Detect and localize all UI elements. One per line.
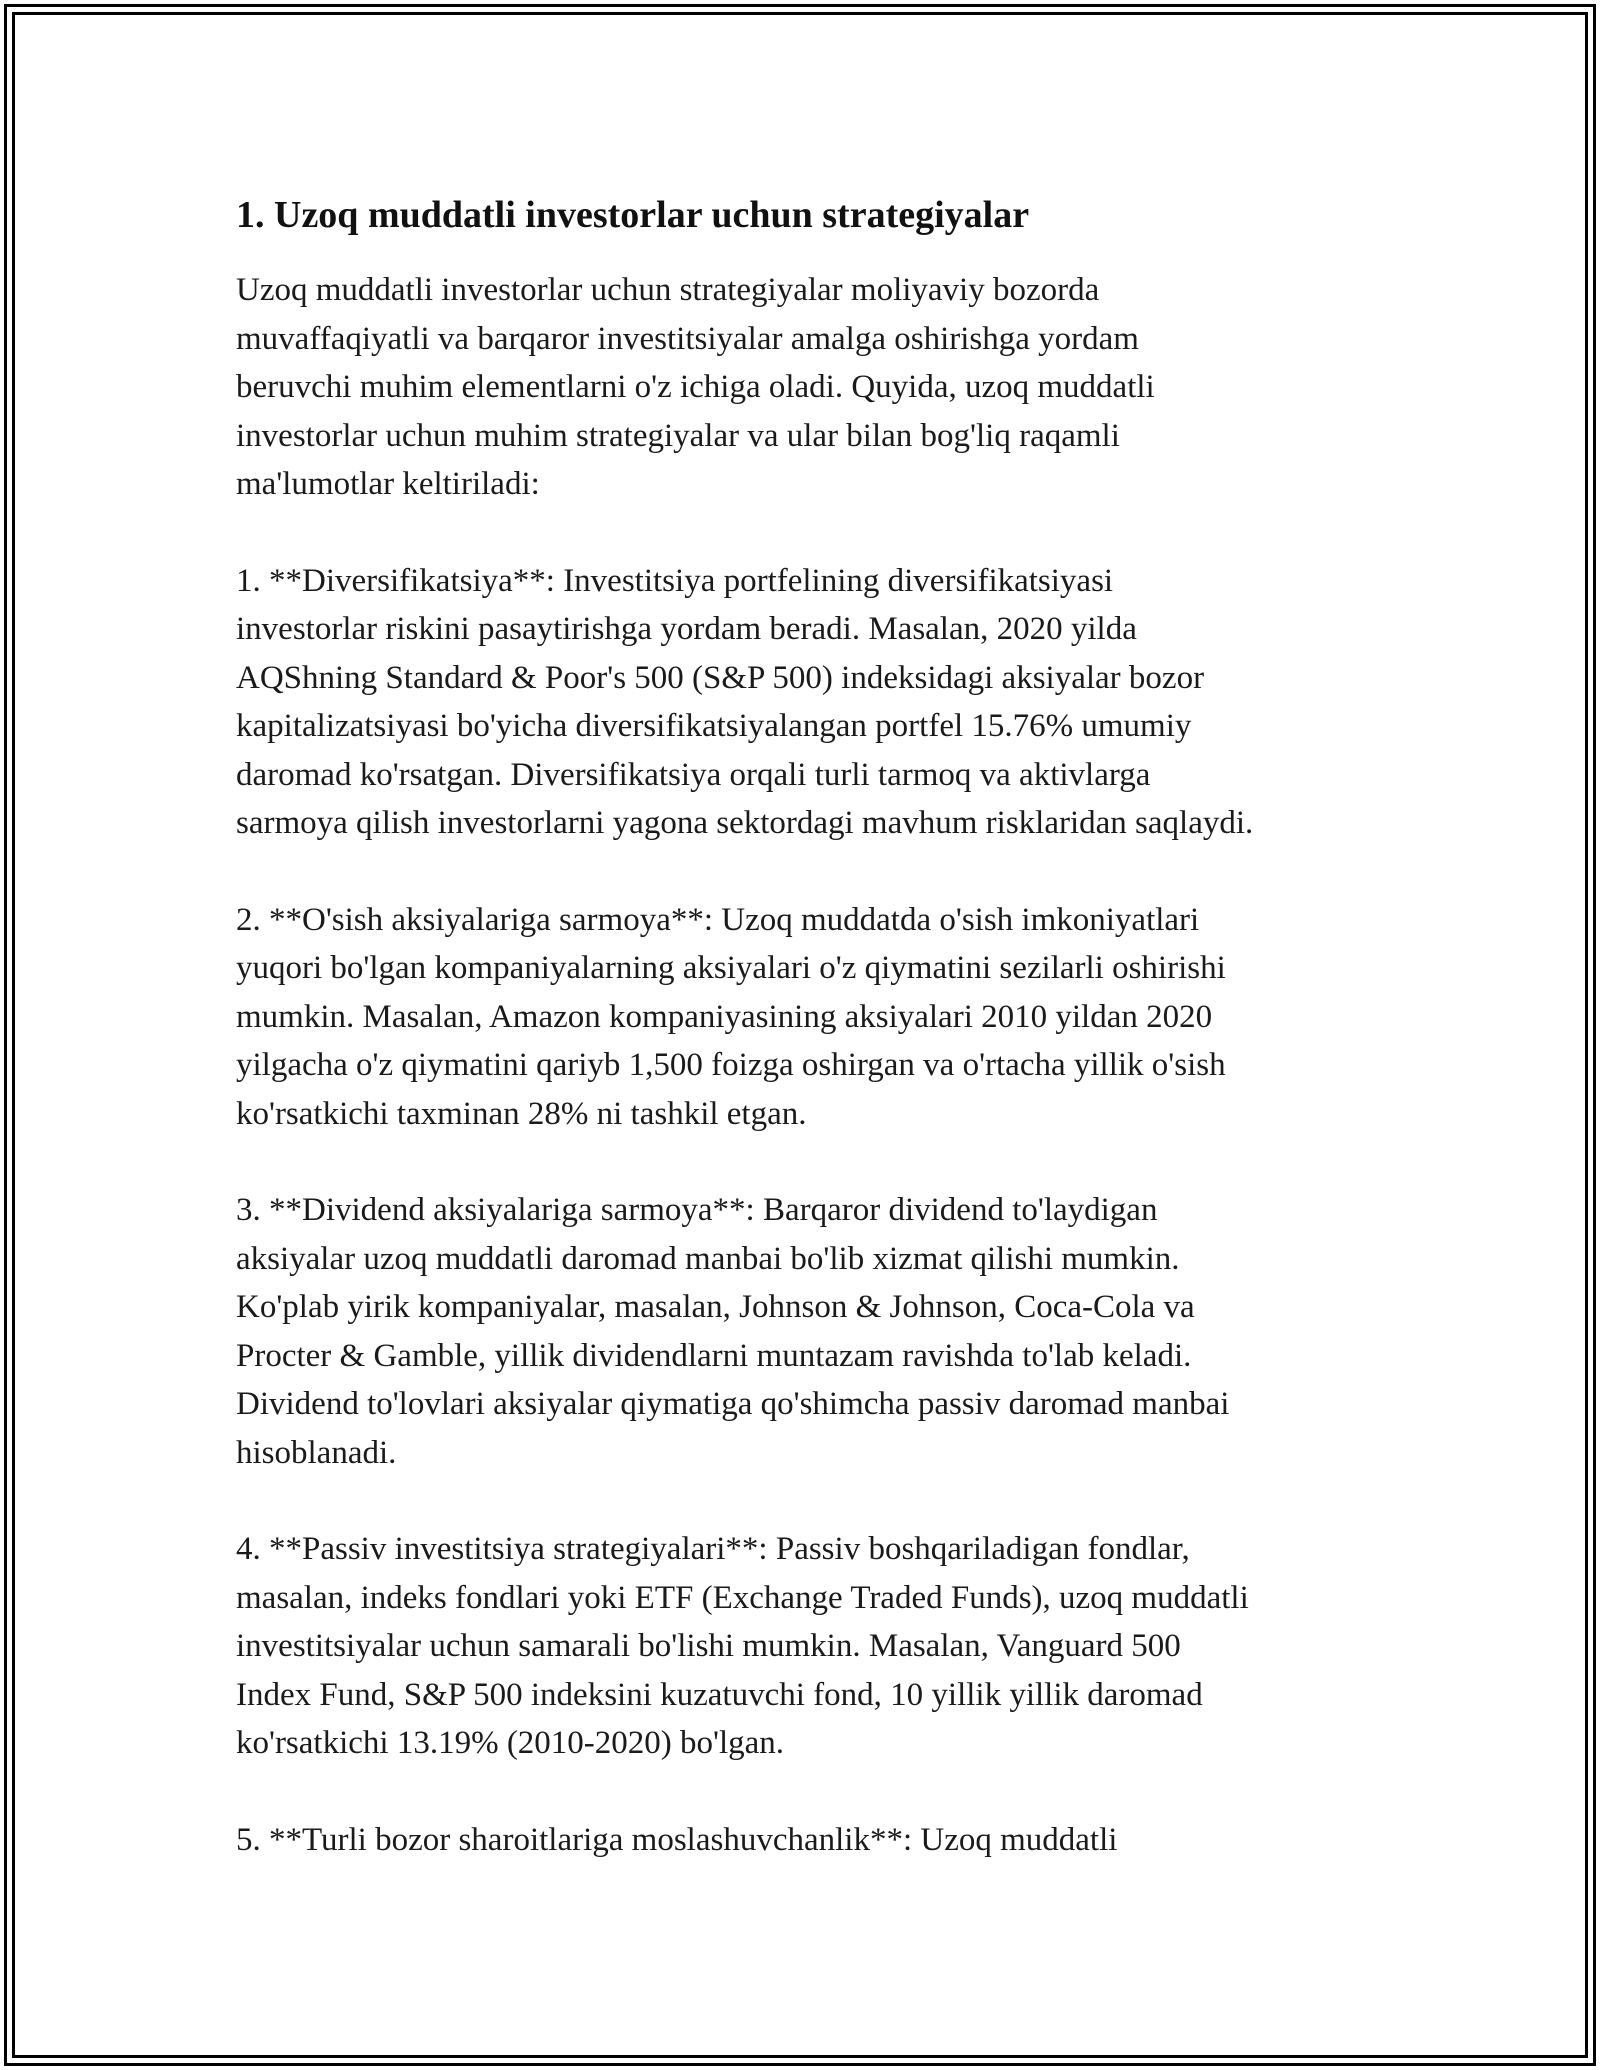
section-heading: 1. Uzoq muddatli investorlar uchun strategiyalar (236, 194, 1030, 236)
intro-paragraph (236, 266, 1396, 509)
document-body (236, 186, 1396, 1864)
text-line: Uzoq muddatli investorlar uchun strategiyalar moliyaviy bozorda (236, 272, 1100, 308)
text-line: aksiyalar uzoq muddatli daromad manbai bo'lib xizmat qilishi mumkin. (236, 1240, 1180, 1277)
text-line: kapitalizatsiyasi bo'yicha diversifikatsiyalangan portfel 15.76% umumiy (236, 708, 1192, 744)
text-line: mumkin. Masalan, Amazon kompaniyasining aksiyalari 2010 yildan 2020 (236, 998, 1213, 1035)
list-item-diversification (236, 557, 1396, 848)
text-line: 1. **Diversifikatsiya**: Investitsiya portfelining diversifikatsiyasi (236, 562, 1114, 599)
text-line: masalan, indeks fondlari yoki ETF (Exchange Traded Funds), uzoq muddatli (236, 1579, 1249, 1616)
text-line: ko'rsatkichi taxminan 28% ni tashkil etgan. (236, 1095, 807, 1132)
text-line: 4. **Passiv investitsiya strategiyalari**: Passiv boshqariladigan fondlar, (236, 1531, 1190, 1567)
text-line: AQShning Standard & Poor's 500 (S&P 500) indeksidagi aksiyalar bozor (236, 659, 1205, 696)
text-line: sarmoya qilish investorlarni yagona sektordagi mavhum risklaridan saqlaydi. (236, 805, 1254, 841)
text-line: muvaffaqiyatli va barqaror investitsiyalar amalga oshirishga yordam (236, 320, 1139, 357)
text-line: beruvchi muhim elementlarni o'z ichiga oladi. Quyida, uzoq muddatli (236, 369, 1155, 405)
text-line: ma'lumotlar keltiriladi: (236, 466, 540, 502)
text-line: investorlar riskini pasaytirishga yordam beradi. Masalan, 2020 yilda (236, 611, 1137, 647)
text-line: ko'rsatkichi 13.19% (2010-2020) bo'lgan. (236, 1725, 785, 1761)
list-item-dividend-stocks (236, 1186, 1396, 1477)
text-line: yuqori bo'lgan kompaniyalarning aksiyalari o'z qiymatini sezilarli oshirishi (236, 950, 1226, 986)
text-line: Index Fund, S&P 500 indeksini kuzatuvchi fond, 10 yillik yillik daromad (236, 1676, 1203, 1713)
text-line: 2. **O'sish aksiyalariga sarmoya**: Uzoq muddatda o'sish imkoniyatlari (236, 901, 1200, 938)
list-item-adaptability (236, 1816, 1396, 1865)
text-line: investorlar uchun muhim strategiyalar va ular bilan bog'liq raqamli (236, 417, 1120, 454)
text-line: hisoblanadi. (236, 1434, 397, 1471)
list-item-growth-stocks (236, 896, 1396, 1139)
text-line: Ko'plab yirik kompaniyalar, masalan, Johnson & Johnson, Coca-Cola va (236, 1289, 1195, 1325)
text-line: 3. **Dividend aksiyalariga sarmoya**: Barqaror dividend to'laydigan (236, 1192, 1158, 1228)
text-line: Procter & Gamble, yillik dividendlarni muntazam ravishda to'lab keladi. (236, 1337, 1192, 1374)
text-line: 5. **Turli bozor sharoitlariga moslashuvchanlik**: Uzoq muddatli (236, 1821, 1118, 1858)
text-line: yilgacha o'z qiymatini qariyb 1,500 foizga oshirgan va o'rtacha yillik o'sish (236, 1047, 1226, 1083)
list-item-passive-strategies (236, 1525, 1396, 1768)
text-line: daromad ko'rsatgan. Diversifikatsiya orqali turli tarmoq va aktivlarga (236, 756, 1151, 793)
text-line: investitsiyalar uchun samarali bo'lishi mumkin. Masalan, Vanguard 500 (236, 1628, 1181, 1664)
text-line: Dividend to'lovlari aksiyalar qiymatiga qo'shimcha passiv daromad manbai (236, 1386, 1230, 1422)
